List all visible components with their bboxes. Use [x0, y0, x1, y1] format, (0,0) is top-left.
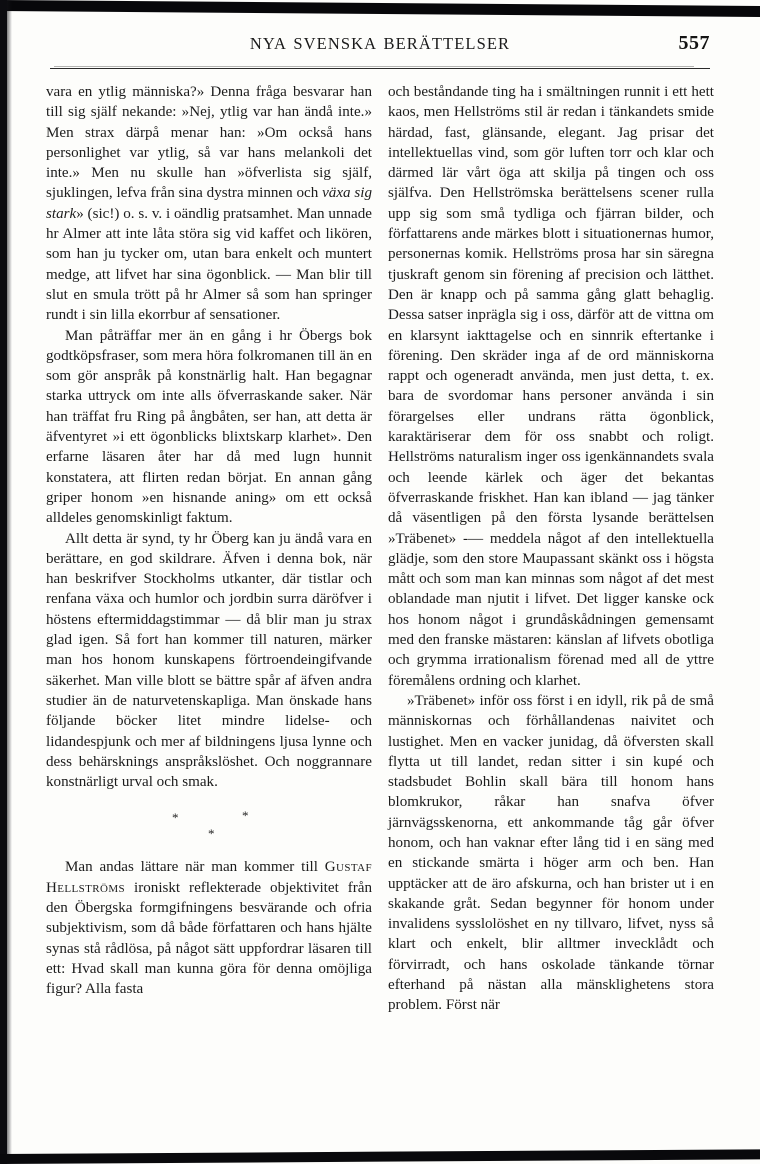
paragraph	[46, 857, 372, 999]
author-name: Gustaf Hellströms	[46, 859, 372, 896]
left-column	[46, 82, 372, 1016]
emphasis-phrase: växa sig stark	[46, 185, 372, 222]
running-header	[50, 34, 710, 58]
paragraph: Man påträffar mer än en gång i hr Öbergs bok godtköpsfraser, som mera höra folkromanen till än en som gör anspråk på konstnärlig halt. Han begagnar starka uttryck om inte alls öfverraskande saker. När han träffat fru Ring på ångbåten, ser han, att detta är äfventyret »i ett ögonblicks blixtskarp klarhet». Den erfarne läsaren åter har då med lugn hunnit konstatera, att flirten redan börjat. En annan gång griper honom »en hisnande aning» om ett också alldeles genomskinligt faktum.	[46, 327, 372, 527]
running-header-title: NYA SVENSKA BERÄTTELSER	[249, 34, 511, 53]
header-rule	[50, 68, 710, 69]
scan-edge-left-fade	[7, 0, 12, 1164]
asterism-separator	[46, 801, 372, 853]
paragraph-text: vara en ytlig människa?» Denna fråga besvarar han till sig själf nekande: »Nej, ytlig var han ändå inte.» Men strax därpå menar han: »Om också hans personlighet var ytlig, så var hans melankoli det inte.» Men nu skulle han »öfverlista sig själf, sjuklingen, lefva från sina dystra minnen och	[46, 84, 372, 202]
paragraph	[46, 82, 372, 326]
paragraph: och beståndande ting ha i smältningen runnit i ett hett kaos, men Hellströms stil är redan i tänkandets smide härdad, fast, glänsande, elegant. Jag prisar det intellektuellas vind, som gör luften torr och klar och därmed lär vårt öga att skilja på tingen och oss själfva. Den Hellströmska berättelsens scener rulla upp sig som små tydliga och fjärran bilder, och författarens ande märkes blott i situationernas humor, personernas komik. Hellströms prosa har sin säregna tjuskraft genom sin förening af precision och lätthet. Den är knapp och på samma gång glatt behaglig. Dessa satser inprägla sig i oss, därför att de vittna om en klarsynt iakttagelse och en sinnrik eftertanke i förening. Den skräder inga af de ord människorna rappt och ogeneradt använda, men just detta, t. ex. bara de svordomar hans personer använda i sin förargelses eller undrans rätta ögonblick, karaktäriserar dem för oss snabbt och roligt. Hellströms naturalism inger oss igenkännandets svala och leende kärlek och äger det bekantas öfverraskande friskhet. Han kan ibland — jag tänker då väsentligen på den första lysande berättelsen »Träbenet» -— meddela något af den intellektuella glädje, som den store Maupassant skänkt oss i högsta mått och som man kan minnas som något af det mest oblandade man njutit i lifvet. Det ligger kanske ock hos honom något i grundåskådningen gemensamt med den franske mästaren: känslan af lifvets obotliga och grymma irrationalism förenad med all de yttre föremålens ordning och klarhet.	[388, 84, 714, 689]
paragraph-text-continued: ironiskt reflekterade objektivitet från den Öbergska formgifningens besvärande och ofria subjektivism, som då både författaren och hans hjälte synas stå rådlösa, på något sätt uppfordrar läsaren till ett: Hvad skall man kunna göra för denna omöjliga figur? Alla fasta	[46, 879, 372, 998]
scan-edge-bottom	[0, 1149, 760, 1164]
paragraph: Allt detta är synd, ty hr Öberg kan ju ändå vara en berättare, en god skildrare. Äfven i denna bok, när han beskrifver Stockholms utkanter, där tistlar och renfana växa och humlor och jordbin surra däröfver i höstens eftermiddagstimmar — då blir man ju strax glad igen. Så fort han kommer till naturen, märker man hos honom kunskapens förtroendeingifvande säkerhet. Man ville blott se bättre spår af äfven andra studier än de naturvetenskapliga. Man önskade hans följande böcker litet mindre lidelse- och lidandespjunk och mer af bildningens ljusa lynne och dess behärsknings anspråkslöshet. Och noggrannare konstnärligt urval och smak.	[46, 530, 372, 791]
asterisk-icon: *	[242, 808, 249, 824]
page-number: 557	[678, 32, 710, 54]
asterisk-icon: *	[172, 810, 179, 826]
text-columns	[46, 82, 714, 1016]
paragraph-text: Man andas lättare när man kommer till	[65, 859, 325, 876]
scan-edge-top	[0, 0, 760, 17]
right-column	[388, 82, 714, 1016]
asterisk-icon: *	[208, 826, 215, 842]
paragraph-text-continued: » (sic!) o. s. v. i oändlig pratsamhet. Man unnade hr Almer att inte låta störa sig vid kaffet och likören, som han ju tycker om, utan bara enkelt och muntert medge, att lifvet har sina ögonblick. — Man blir till slut en smula trött på hr Almer så som han springer rundt i sin lilla ekorrbur af sensationer.	[46, 205, 372, 324]
paragraph: »Träbenet» inför oss först i en idyll, rik på de små människornas och förhållandenas naivitet och lustighet. Men en vacker junidag, då öfversten skall flytta ut till landet, redan sitter i sin kupé och stadsbudet Bohlin skall bära till honom hans blomkrukor, råkar han snafva öfver järnvägsskenorna, ett ankommande tåg går öfver honom, och han vaknar efter lång tid i en säng med en stickande smärta i höger arm och ben. Han upptäcker att de äro afskurna, och han brister ut i en skakande gråt. Sedan begynner för honom under invalidens sysslolöshet en ny tillvaro, lifvet, nyss så klart och enkelt, blir alltmer invecklådt och förvirradt, och hans oskolade tänkande törnar efterhand på nästan alla mänsklighetens stora problem. Först när	[388, 692, 714, 1014]
scan-edge-left	[0, 0, 7, 1164]
